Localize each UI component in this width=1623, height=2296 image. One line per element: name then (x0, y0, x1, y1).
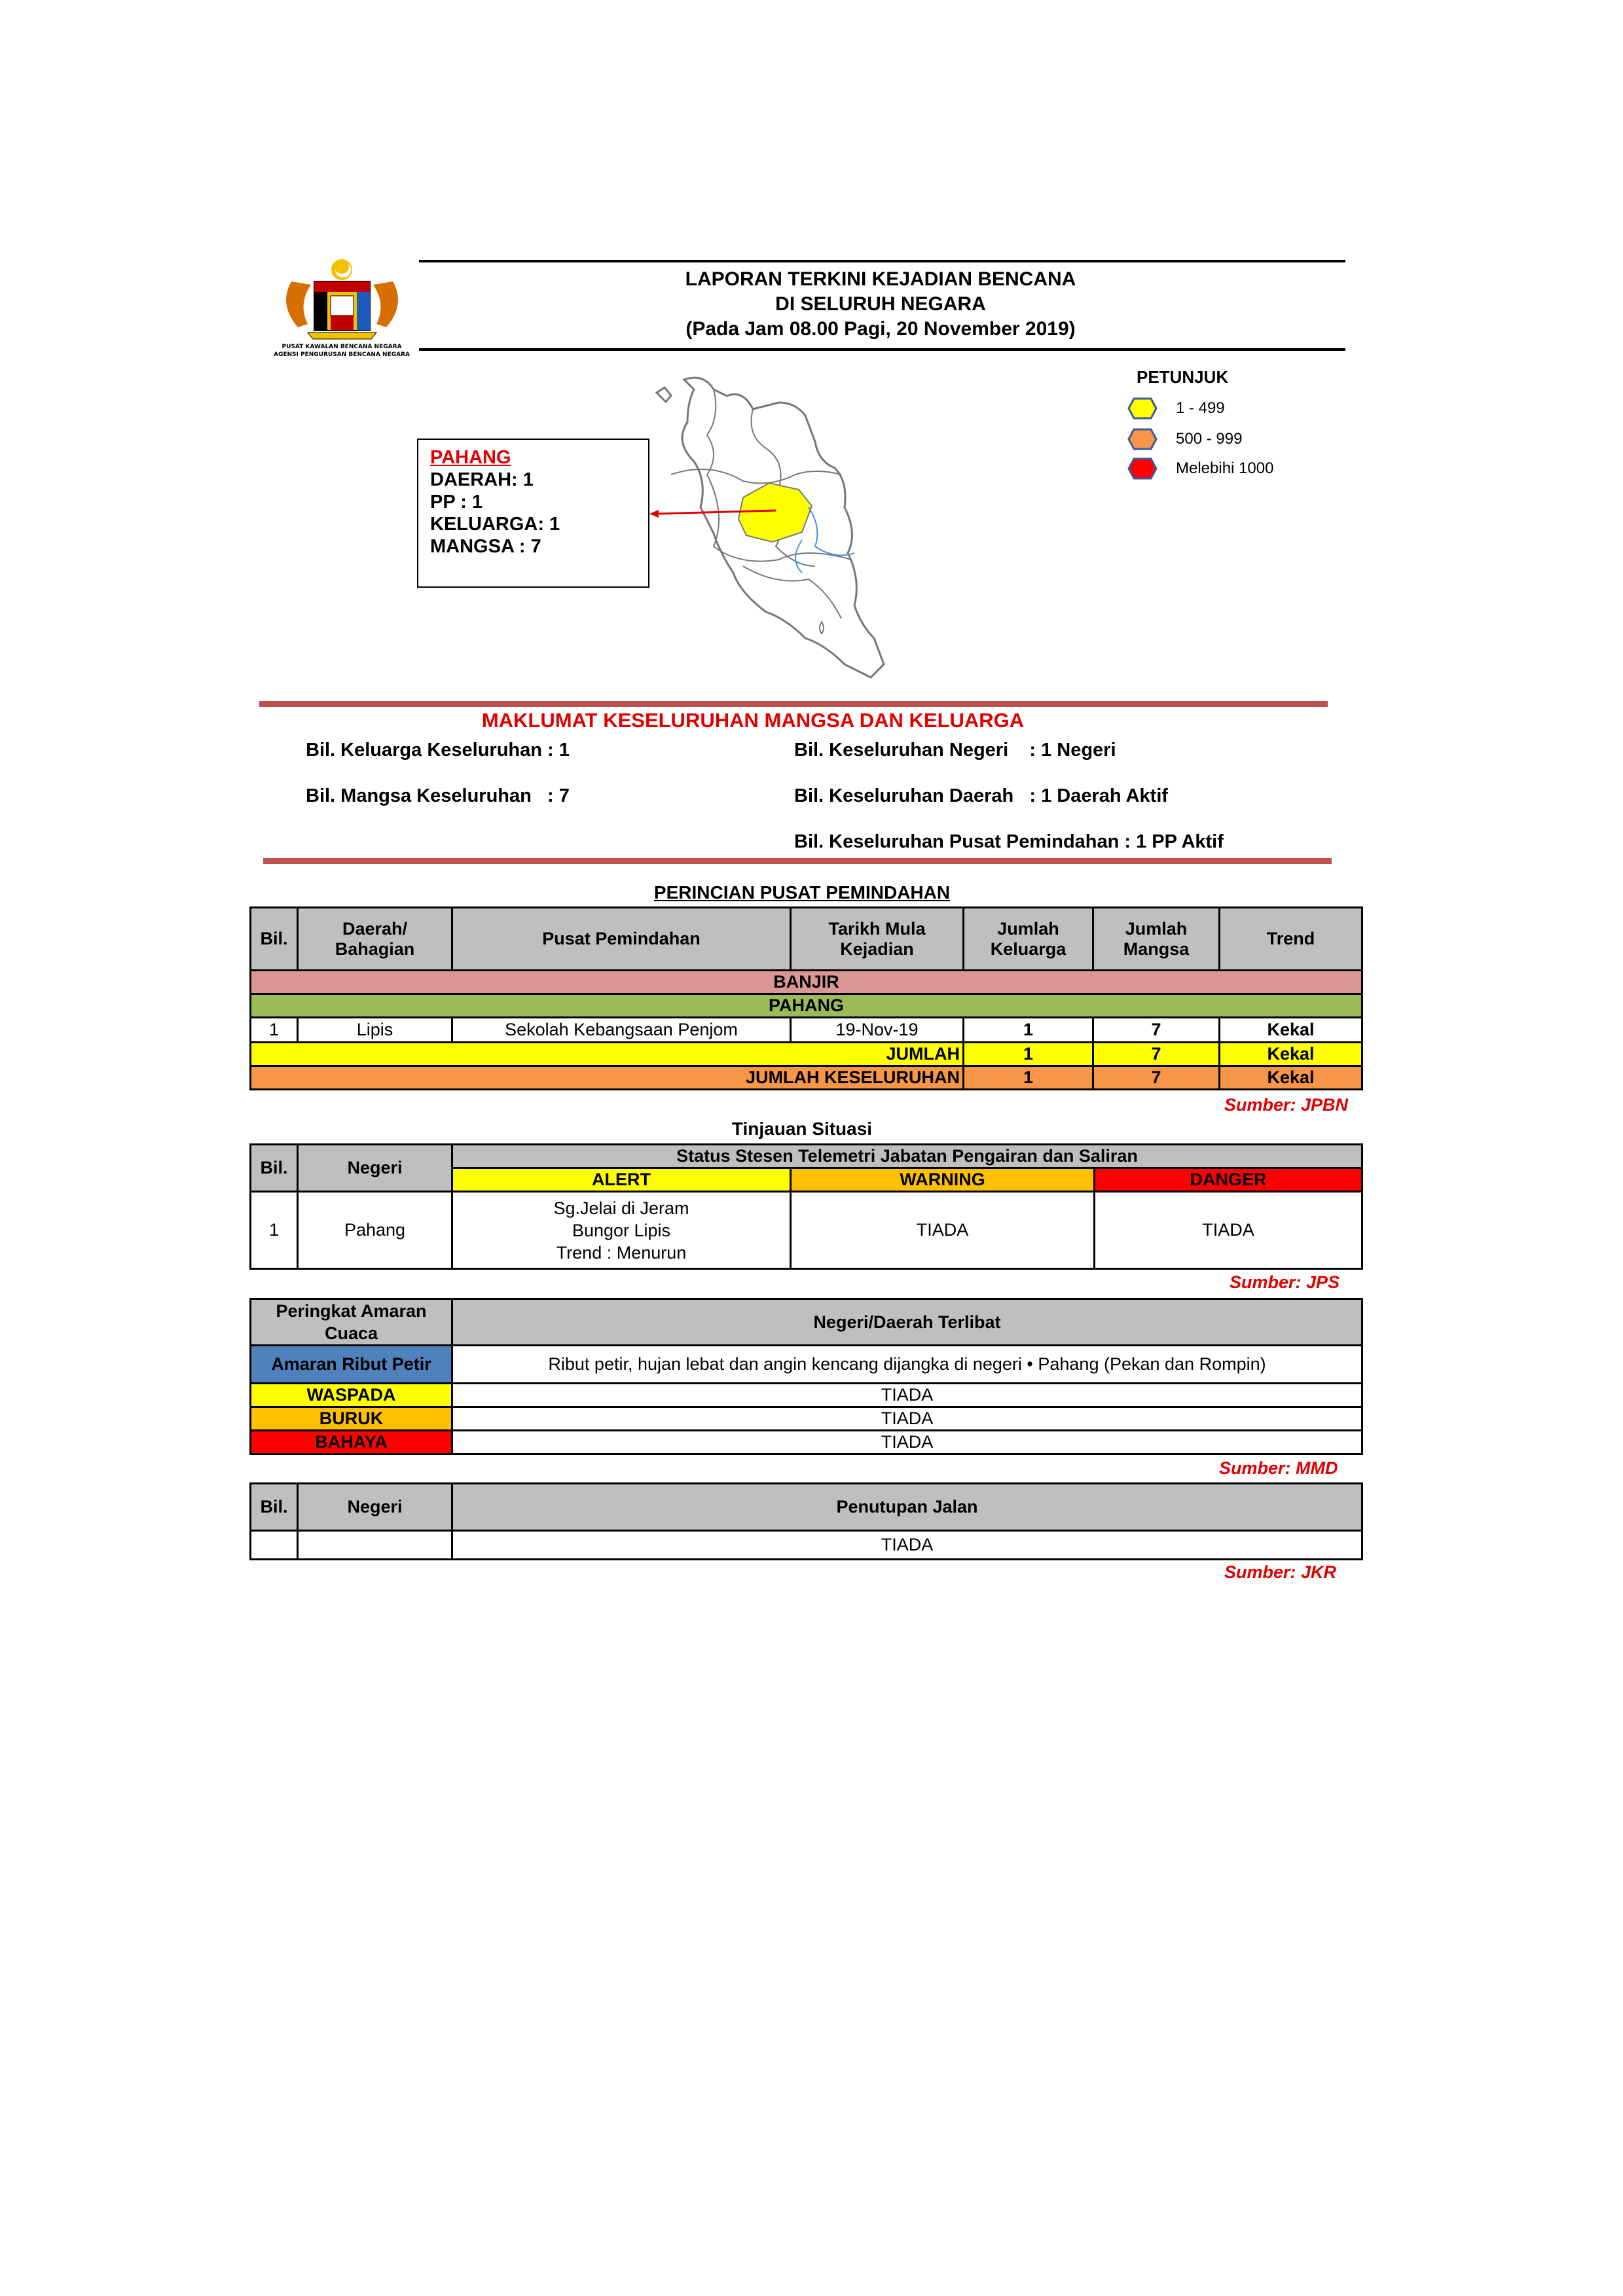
legend-item-medium (1127, 428, 1242, 450)
summary-bottom-bar (263, 858, 1332, 864)
alert-location: Bungor Lipis (572, 1220, 671, 1240)
pointer-arrow (648, 507, 779, 520)
total-label: JUMLAH KESELURUHAN (251, 1066, 964, 1090)
table-row (251, 1384, 1362, 1407)
sit-col-status: Status Stesen Telemetri Jabatan Pengairan dan Saliran (452, 1145, 1362, 1168)
road-row-value: TIADA (452, 1531, 1362, 1560)
source-jkr: Sumber: JKR (1224, 1562, 1337, 1582)
info-daerah: DAERAH: 1 (430, 469, 534, 490)
weather-value-buruk: TIADA (452, 1407, 1362, 1431)
level-danger: DANGER (1095, 1168, 1362, 1192)
source-jps: Sumber: JPS (1230, 1272, 1340, 1292)
sit-row-warning: TIADA (791, 1192, 1095, 1269)
roads-header-row (251, 1484, 1362, 1531)
hexagon-red-icon (1127, 457, 1158, 480)
alert-trend: Trend : Menurun (556, 1242, 687, 1263)
row-pusat: Sekolah Kebangsaan Penjom (452, 1018, 791, 1043)
table-row (251, 1192, 1362, 1269)
weather-level-waspada: WASPADA (251, 1384, 452, 1407)
legend-label-low: 1 - 499 (1176, 399, 1225, 417)
situation-header-row (251, 1145, 1362, 1168)
hexagon-yellow-icon (1127, 397, 1158, 420)
state-row (251, 994, 1362, 1018)
summary-negeri: Bil. Keseluruhan Negeri : 1 Negeri (794, 740, 1116, 761)
road-col-bil: Bil. (251, 1484, 298, 1531)
col-pusat: Pusat Pemindahan (452, 908, 791, 971)
total-mangsa: 7 (1093, 1066, 1220, 1090)
col-tarikh: Tarikh Mula Kejadian (791, 908, 964, 971)
info-keluarga: KELUARGA: 1 (430, 514, 560, 535)
total-trend: Kekal (1220, 1066, 1362, 1090)
col-daerah: Daerah/ Bahagian (298, 908, 452, 971)
total-keluarga: 1 (964, 1066, 1093, 1090)
info-mangsa: MANGSA : 7 (430, 536, 541, 557)
report-title (419, 267, 1342, 342)
weather-level-ribut: Amaran Ribut Petir (251, 1346, 452, 1384)
peninsular-malaysia-map (645, 370, 959, 687)
road-row-bil (251, 1531, 298, 1560)
row-keluarga: 1 (964, 1018, 1093, 1043)
sit-row-bil: 1 (251, 1192, 298, 1269)
header-bottom-rule (419, 348, 1345, 351)
col-bil: Bil. (251, 908, 298, 971)
level-alert: ALERT (452, 1168, 791, 1192)
legend-label-high: Melebihi 1000 (1176, 459, 1274, 477)
level-warning: WARNING (791, 1168, 1095, 1192)
info-state: PAHANG (430, 447, 511, 468)
sit-col-bil: Bil. (251, 1145, 298, 1192)
row-mangsa: 7 (1093, 1018, 1220, 1043)
info-pp: PP : 1 (430, 492, 483, 512)
weather-header-row (251, 1299, 1362, 1346)
title-line-1: LAPORAN TERKINI KEJADIAN BENCANA (685, 268, 1076, 290)
situation-caption: Tinjauan Situasi (731, 1119, 873, 1139)
sit-col-negeri: Negeri (298, 1145, 452, 1192)
weather-table (249, 1298, 1363, 1455)
summary-keluarga: Bil. Keluarga Keseluruhan : 1 (306, 740, 570, 761)
evacuation-header-row (251, 908, 1362, 971)
col-keluarga: Jumlah Keluarga (964, 908, 1093, 971)
summary-pp: Bil. Keseluruhan Pusat Pemindahan : 1 PP Aktif (794, 831, 1224, 852)
disaster-type: BANJIR (251, 971, 1362, 994)
source-mmd: Sumber: MMD (1219, 1458, 1338, 1478)
col-trend: Trend (1220, 908, 1362, 971)
subtotal-row (251, 1043, 1362, 1066)
row-daerah: Lipis (298, 1018, 452, 1043)
logo-caption-2: AGENSI PENGURUSAN BENCANA NEGARA (274, 351, 410, 358)
weather-col-area: Negeri/Daerah Terlibat (452, 1299, 1362, 1346)
summary-top-bar (259, 701, 1328, 707)
subtotal-mangsa: 7 (1093, 1043, 1220, 1066)
evacuation-caption: PERINCIAN PUSAT PEMINDAHAN (653, 882, 951, 903)
table-row (251, 1407, 1362, 1431)
state-info-box (417, 439, 649, 588)
state-name: PAHANG (251, 994, 1362, 1018)
col-mangsa: Jumlah Mangsa (1093, 908, 1220, 971)
situation-table (249, 1143, 1363, 1270)
row-trend: Kekal (1220, 1018, 1362, 1043)
roads-table (249, 1482, 1363, 1560)
legend-label-medium: 500 - 999 (1176, 430, 1243, 448)
legend-item-low (1127, 397, 1225, 420)
weather-level-bahaya: BAHAYA (251, 1431, 452, 1454)
coat-of-arms-logo (272, 255, 412, 360)
summary-mangsa: Bil. Mangsa Keseluruhan : 7 (306, 785, 570, 806)
legend-item-high (1127, 457, 1273, 480)
subtotal-label: JUMLAH (251, 1043, 964, 1066)
weather-value-waspada: TIADA (452, 1384, 1362, 1407)
subtotal-keluarga: 1 (964, 1043, 1093, 1066)
road-col-penutupan: Penutupan Jalan (452, 1484, 1362, 1531)
sit-row-negeri: Pahang (298, 1192, 452, 1269)
legend-title: PETUNJUK (1137, 367, 1229, 387)
weather-value-ribut: Ribut petir, hujan lebat dan angin kencang dijangka di negeri • Pahang (Pekan dan Rompin) (452, 1346, 1362, 1384)
table-row (251, 1531, 1362, 1560)
summary-heading: MAKLUMAT KESELURUHAN MANGSA DAN KELUARGA (481, 709, 1025, 732)
weather-level-buruk: BURUK (251, 1407, 452, 1431)
weather-col-level: Peringkat Amaran Cuaca (251, 1299, 452, 1346)
subtotal-trend: Kekal (1220, 1043, 1362, 1066)
row-bil: 1 (251, 1018, 298, 1043)
evacuation-table (249, 906, 1363, 1090)
sit-row-alert (452, 1192, 791, 1269)
source-jpbn: Sumber: JPBN (1224, 1095, 1349, 1115)
alert-station: Sg.Jelai di Jeram (553, 1198, 689, 1218)
table-row (251, 1346, 1362, 1384)
row-tarikh: 19-Nov-19 (791, 1018, 964, 1043)
road-row-negeri (298, 1531, 452, 1560)
table-row (251, 1018, 1362, 1043)
summary-daerah: Bil. Keseluruhan Daerah : 1 Daerah Aktif (794, 785, 1169, 806)
sit-row-danger: TIADA (1095, 1192, 1362, 1269)
road-col-negeri: Negeri (298, 1484, 452, 1531)
weather-value-bahaya: TIADA (452, 1431, 1362, 1454)
title-line-3: (Pada Jam 08.00 Pagi, 20 November 2019) (685, 318, 1076, 340)
logo-caption-1: PUSAT KAWALAN BENCANA NEGARA (282, 344, 402, 350)
disaster-type-row (251, 971, 1362, 994)
header-top-rule (419, 260, 1345, 262)
hexagon-orange-icon (1127, 428, 1158, 450)
total-row (251, 1066, 1362, 1090)
title-line-2: DI SELURUH NEGARA (775, 293, 986, 315)
table-row (251, 1431, 1362, 1454)
